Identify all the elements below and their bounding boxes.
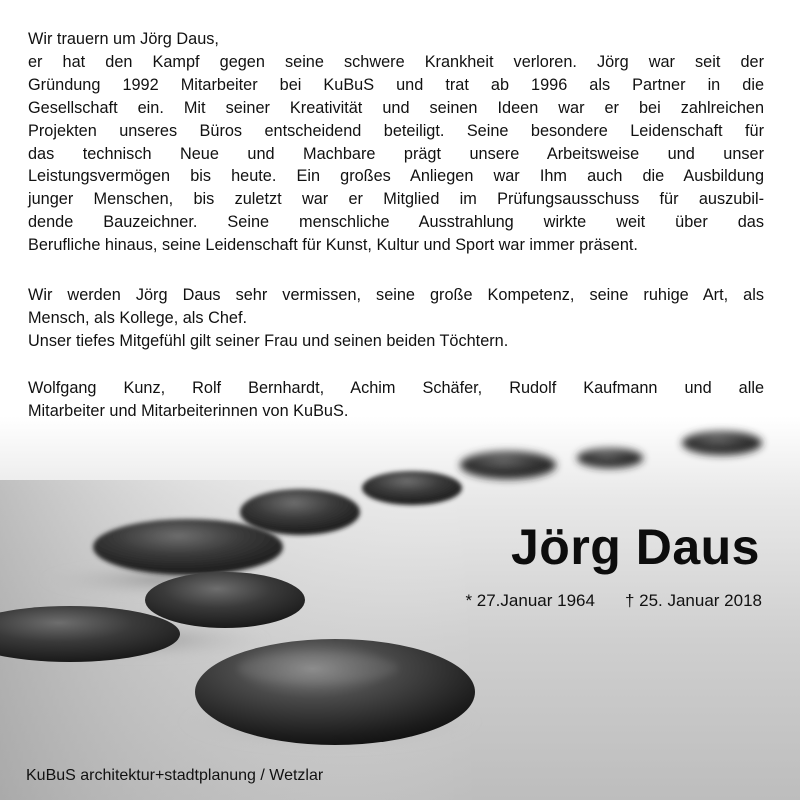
text-line: dende Bauzeichner. Seine menschliche Ausstrahlung wirkte weit über das (28, 213, 764, 232)
text-line: Mensch, als Kollege, als Chef. (28, 308, 248, 327)
text-line: er hat den Kampf gegen seine schwere Krankheit verloren. Jörg war seit der (28, 52, 764, 71)
text-line: Wolfgang Kunz, Rolf Bernhardt, Achim Schäfer, Rudolf Kaufmann und alle (28, 379, 764, 397)
text-line: Berufliche hinaus, seine Leidenschaft für Kunst, Kultur und Sport war immer präsent. (28, 236, 638, 255)
birth-date: * 27.Januar 1964 (465, 591, 595, 610)
text-line: Gesellschaft ein. Mit seiner Kreativität und seinen Ideen war er bei zahlreichen (28, 98, 764, 117)
life-dates (465, 591, 762, 611)
tribute-paragraph (28, 28, 764, 257)
company-footer: KuBuS architektur+stadtplanung / Wetzlar (26, 767, 324, 784)
text-line: Wir werden Jörg Daus sehr vermissen, seine große Kompetenz, seine ruhige Art, als (28, 286, 764, 304)
text-line: das technisch Neue und Machbare prägt unsere Arbeitsweise und unser (28, 144, 764, 163)
condolence-paragraph (28, 284, 764, 353)
text-line: Gründung 1992 Mitarbeiter bei KuBuS und trat ab 1996 als Partner in die (28, 75, 764, 94)
text-line: Leistungsvermögen bis heute. Ein großes Anliegen war Ihm auch die Ausbildung (28, 167, 764, 186)
text-line: junger Menschen, bis zuletzt war er Mitglied im Prüfungsausschuss für auszubil- (28, 190, 764, 209)
death-date: † 25. Januar 2018 (624, 591, 762, 610)
text-line: Projekten unseres Büros entscheidend beteiligt. Seine besondere Leidenschaft für (28, 121, 764, 140)
signatories-paragraph (28, 377, 764, 423)
text-line: Unser tiefes Mitgefühl gilt seiner Frau und seinen beiden Töchtern. (28, 331, 509, 350)
text-line: Mitarbeiter und Mitarbeiterinnen von KuBuS. (28, 401, 349, 420)
text-line: Wir trauern um Jörg Daus, (28, 30, 219, 48)
deceased-name: Jörg Daus (510, 519, 760, 575)
